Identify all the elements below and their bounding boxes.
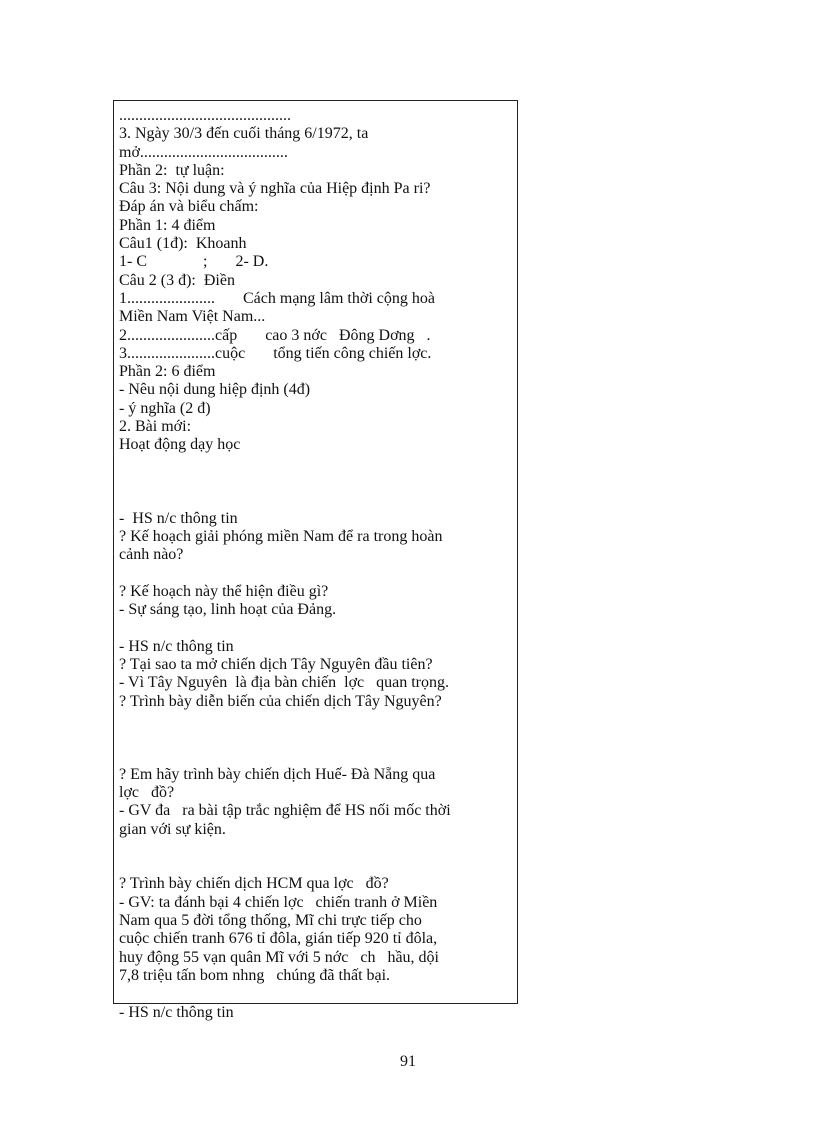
text-line: Phần 2: tự luận: <box>119 161 225 179</box>
text-line: Phần 1: 4 điểm <box>119 216 216 234</box>
text-line: ? Kế hoạch giải phóng miền Nam để ra trong hoàn <box>119 527 443 545</box>
text-line: - HS n/c thông tin <box>119 509 238 527</box>
text-line: - Nêu nội dung hiệp định (4đ) <box>119 381 311 399</box>
blank-line <box>119 729 511 747</box>
text-line: lợc đồ? <box>119 783 175 801</box>
text-line: mở..................................... <box>119 143 288 161</box>
text-line: Câu1 (1đ): Khoanh <box>119 235 247 253</box>
blank-line <box>119 473 511 491</box>
blank-line <box>119 491 511 509</box>
text-line: - HS n/c thông tin <box>119 1003 234 1021</box>
text-line: Đáp án và biểu chấm: <box>119 198 259 216</box>
text-line: 2. Bài mới: <box>119 418 192 436</box>
text-line: ? Kế hoạch này thể hiện điều gì? <box>119 582 329 600</box>
text-line: 3......................cuộc tổng tiến công chiến lợc. <box>119 344 432 362</box>
document-text <box>119 107 511 1022</box>
text-line: 2......................cấp cao 3 nớc Đông Dơng . <box>119 326 431 344</box>
text-line: huy động 55 vạn quân Mĩ với 5 nớc ch hầu, dội <box>119 948 439 966</box>
content-frame <box>113 100 518 1021</box>
text-line: Miền Nam Việt Nam... <box>119 308 266 326</box>
text-line: ? Em hãy trình bày chiến dịch Huế- Đà Nẵng qua <box>119 765 436 783</box>
page-number: 91 <box>400 1053 416 1070</box>
text-line: - HS n/c thông tin <box>119 637 234 655</box>
text-line: ........................................... <box>119 107 291 124</box>
text-line: - GV đa ra bài tập trắc nghiệm để HS nối mốc thời <box>119 802 451 820</box>
blank-line <box>119 619 511 637</box>
blank-line <box>119 455 511 473</box>
blank-line <box>119 839 511 857</box>
text-line: gian với sự kiện. <box>119 820 226 838</box>
text-line: ? Trình bày diễn biến của chiến dịch Tây Nguyên? <box>119 692 442 710</box>
text-line: 3. Ngày 30/3 đến cuối tháng 6/1972, ta <box>119 125 369 143</box>
text-line: Nam qua 5 đời tổng thống, Mĩ chi trực tiếp cho <box>119 912 422 930</box>
text-line: - GV: ta đánh bại 4 chiến lợc chiến tranh ở Miền <box>119 893 438 911</box>
text-line: - Vì Tây Nguyên là địa bàn chiến lợc quan trọng. <box>119 674 450 692</box>
text-line: - Sự sáng tạo, linh hoạt của Đảng. <box>119 601 337 619</box>
text-line: 1- C ; 2- D. <box>119 253 269 271</box>
text-line: Câu 2 (3 đ): Điền <box>119 271 235 289</box>
text-line: Hoạt động dạy học <box>119 436 241 454</box>
blank-line <box>119 747 511 765</box>
blank-line <box>119 711 511 729</box>
blank-line <box>119 564 511 582</box>
text-line: cảnh nào? <box>119 546 184 564</box>
blank-line <box>119 985 511 1003</box>
text-line: - ý nghĩa (2 đ) <box>119 399 211 417</box>
text-line: Câu 3: Nội dung và ý nghĩa của Hiệp định Pa ri? <box>119 180 431 198</box>
text-line: ? Trình bày chiến dịch HCM qua lợc đồ? <box>119 875 389 893</box>
text-line: 1...................... Cách mạng lâm thời cộng hoà <box>119 289 435 307</box>
text-line: cuộc chiến tranh 676 tỉ đôla, gián tiếp 920 tỉ đôla, <box>119 930 438 948</box>
blank-line <box>119 857 511 875</box>
text-line: 7,8 triệu tấn bom nhng chúng đã thất bại. <box>119 966 391 984</box>
text-line: Phần 2: 6 điểm <box>119 363 216 381</box>
text-line: ? Tại sao ta mở chiến dịch Tây Nguyên đầu tiên? <box>119 655 433 673</box>
